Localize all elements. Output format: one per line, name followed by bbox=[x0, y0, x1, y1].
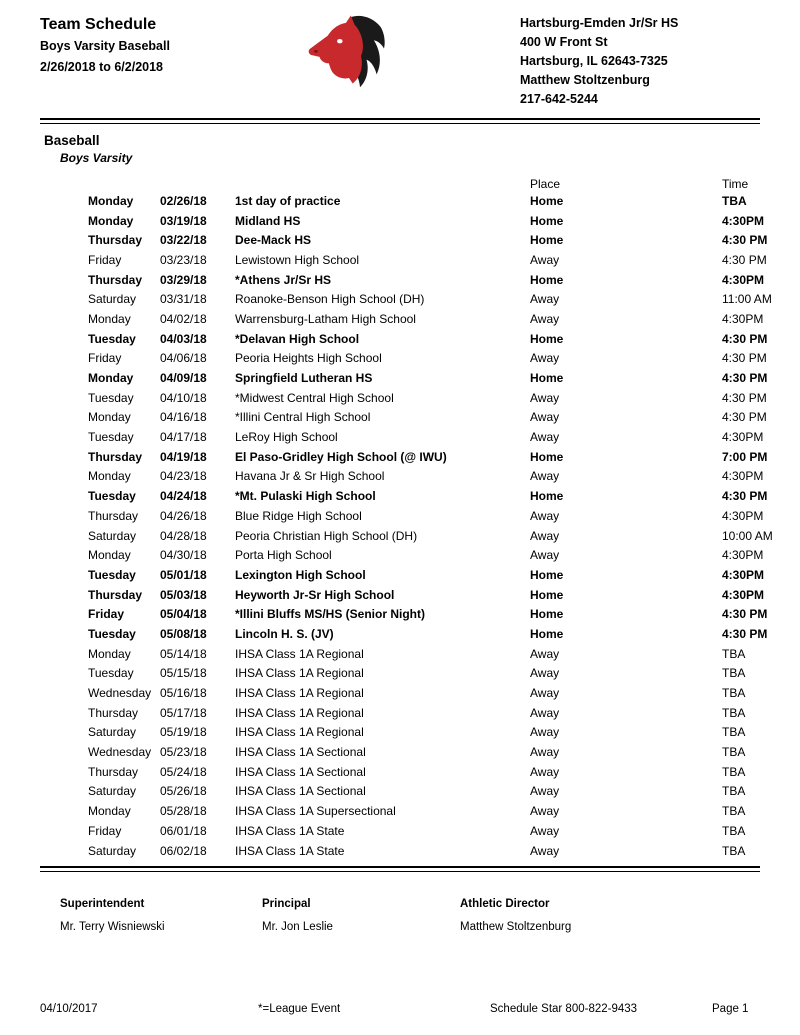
cell-day: Monday bbox=[88, 193, 134, 208]
horse-head-icon bbox=[303, 12, 395, 98]
officials-block bbox=[40, 898, 760, 933]
col-date-header bbox=[160, 177, 235, 191]
cell-time: 4:30 PM bbox=[722, 626, 768, 641]
page-title: Team Schedule bbox=[40, 16, 157, 33]
cell-place: Home bbox=[530, 331, 564, 346]
cell-event: IHSA Class 1A Regional bbox=[235, 646, 364, 661]
cell-place: Home bbox=[530, 371, 564, 386]
table-row bbox=[40, 191, 760, 211]
cell-date: 05/17/18 bbox=[160, 705, 207, 720]
cell-place: Away bbox=[530, 764, 560, 779]
cell-event: Peoria Christian High School (DH) bbox=[235, 528, 418, 543]
cell-place: Home bbox=[530, 233, 564, 248]
cell-event: El Paso-Gridley High School (@ IWU) bbox=[235, 449, 447, 464]
cell-event: Midland HS bbox=[235, 213, 301, 228]
cell-day: Friday bbox=[88, 351, 122, 366]
cell-event: IHSA Class 1A Sectional bbox=[235, 745, 366, 760]
cell-day: Tuesday bbox=[88, 666, 134, 681]
table-row bbox=[40, 329, 760, 349]
table-row bbox=[40, 644, 760, 664]
schedule-title-block bbox=[40, 14, 170, 78]
cell-time: TBA bbox=[722, 686, 746, 701]
cell-time: 4:30PM bbox=[722, 311, 764, 326]
table-row bbox=[40, 585, 760, 605]
cell-day: Monday bbox=[88, 311, 131, 326]
team-name: Boys Varsity Baseball bbox=[40, 39, 170, 53]
cell-time: 4:30PM bbox=[722, 567, 765, 582]
cell-day: Tuesday bbox=[88, 489, 136, 504]
cell-event: Peoria Heights High School bbox=[235, 351, 382, 366]
cell-date: 04/24/18 bbox=[160, 489, 207, 504]
cell-date: 06/01/18 bbox=[160, 823, 207, 838]
footer-page-number: Page 1 bbox=[712, 1003, 749, 1015]
cell-day: Monday bbox=[88, 548, 131, 563]
table-row bbox=[40, 703, 760, 723]
cell-time: 4:30 PM bbox=[722, 390, 767, 405]
cell-date: 05/19/18 bbox=[160, 725, 207, 740]
cell-time: TBA bbox=[722, 843, 746, 858]
table-row bbox=[40, 624, 760, 644]
cell-date: 04/19/18 bbox=[160, 449, 207, 464]
cell-time: TBA bbox=[722, 804, 746, 819]
official-name: Matthew Stoltzenburg bbox=[460, 921, 572, 934]
table-row bbox=[40, 211, 760, 231]
table-row bbox=[40, 447, 760, 467]
table-row bbox=[40, 762, 760, 782]
cell-date: 03/23/18 bbox=[160, 252, 207, 267]
cell-event: Blue Ridge High School bbox=[235, 508, 362, 523]
cell-place: Away bbox=[530, 725, 560, 740]
cell-event: IHSA Class 1A Regional bbox=[235, 686, 364, 701]
official-name: Mr. Terry Wisniewski bbox=[60, 921, 165, 934]
cell-time: 4:30 PM bbox=[722, 607, 768, 622]
cell-date: 05/15/18 bbox=[160, 666, 207, 681]
official-title: Superintendent bbox=[60, 898, 145, 911]
cell-time: TBA bbox=[722, 646, 746, 661]
cell-place: Away bbox=[530, 390, 560, 405]
cell-place: Away bbox=[530, 311, 560, 326]
cell-event: Heyworth Jr-Sr High School bbox=[235, 587, 395, 602]
cell-event: IHSA Class 1A Sectional bbox=[235, 784, 366, 799]
header-divider bbox=[40, 118, 760, 124]
cell-time: 4:30 PM bbox=[722, 331, 768, 346]
sport-heading: Baseball bbox=[44, 133, 100, 148]
cell-place: Away bbox=[530, 843, 560, 858]
cell-event: Warrensburg-Latham High School bbox=[235, 311, 416, 326]
page-header bbox=[40, 12, 760, 118]
cell-day: Wednesday bbox=[88, 745, 152, 760]
cell-date: 05/24/18 bbox=[160, 764, 207, 779]
cell-place: Away bbox=[530, 528, 560, 543]
cell-event: *Athens Jr/Sr HS bbox=[235, 272, 332, 287]
cell-place: Away bbox=[530, 351, 560, 366]
cell-event: Springfield Lutheran HS bbox=[235, 371, 373, 386]
cell-date: 05/14/18 bbox=[160, 646, 207, 661]
school-name: Hartsburg-Emden Jr/Sr HS bbox=[520, 16, 679, 30]
cell-place: Home bbox=[530, 567, 564, 582]
table-row bbox=[40, 821, 760, 841]
cell-event: *Illini Bluffs MS/HS (Senior Night) bbox=[235, 607, 425, 622]
cell-day: Tuesday bbox=[88, 567, 136, 582]
cell-place: Away bbox=[530, 686, 560, 701]
table-row bbox=[40, 782, 760, 802]
official-title: Athletic Director bbox=[460, 898, 550, 911]
footer-print-date: 04/10/2017 bbox=[40, 1003, 98, 1015]
cell-time: 11:00 AM bbox=[722, 292, 772, 307]
school-info-block bbox=[520, 14, 678, 109]
cell-time: 4:30PM bbox=[722, 272, 765, 287]
cell-date: 04/17/18 bbox=[160, 430, 207, 445]
cell-day: Thursday bbox=[88, 449, 143, 464]
cell-event: IHSA Class 1A Sectional bbox=[235, 764, 366, 779]
cell-day: Saturday bbox=[88, 528, 137, 543]
table-row bbox=[40, 664, 760, 684]
school-address-street: 400 W Front St bbox=[520, 35, 608, 49]
cell-time: TBA bbox=[722, 666, 746, 681]
cell-day: Monday bbox=[88, 646, 131, 661]
col-place-header: Place bbox=[530, 177, 561, 191]
contact-phone: 217-642-5244 bbox=[520, 92, 598, 106]
table-bottom-divider bbox=[40, 866, 760, 872]
cell-date: 04/28/18 bbox=[160, 528, 207, 543]
table-row bbox=[40, 742, 760, 762]
cell-day: Friday bbox=[88, 252, 122, 267]
cell-event: Lewistown High School bbox=[235, 252, 360, 267]
cell-time: 4:30 PM bbox=[722, 252, 767, 267]
cell-date: 05/04/18 bbox=[160, 607, 207, 622]
official-title: Principal bbox=[262, 898, 311, 911]
table-row bbox=[40, 408, 760, 428]
cell-date: 05/08/18 bbox=[160, 626, 207, 641]
cell-place: Home bbox=[530, 272, 564, 287]
cell-place: Away bbox=[530, 784, 560, 799]
team-level-heading: Boys Varsity bbox=[60, 151, 133, 165]
cell-event: LeRoy High School bbox=[235, 430, 338, 445]
table-row bbox=[40, 683, 760, 703]
cell-day: Thursday bbox=[88, 508, 139, 523]
cell-date: 05/23/18 bbox=[160, 745, 207, 760]
table-header-row bbox=[40, 177, 760, 191]
cell-date: 04/09/18 bbox=[160, 371, 207, 386]
table-row bbox=[40, 368, 760, 388]
table-row bbox=[40, 723, 760, 743]
table-row bbox=[40, 309, 760, 329]
cell-time: TBA bbox=[722, 764, 746, 779]
cell-day: Friday bbox=[88, 607, 125, 622]
cell-date: 03/19/18 bbox=[160, 213, 207, 228]
cell-place: Away bbox=[530, 430, 560, 445]
table-row bbox=[40, 565, 760, 585]
cell-day: Tuesday bbox=[88, 430, 134, 445]
cell-time: TBA bbox=[722, 705, 746, 720]
cell-date: 05/28/18 bbox=[160, 804, 207, 819]
table-row bbox=[40, 427, 760, 447]
cell-date: 04/02/18 bbox=[160, 311, 207, 326]
cell-day: Monday bbox=[88, 371, 134, 386]
cell-place: Home bbox=[530, 193, 564, 208]
cell-day: Thursday bbox=[88, 233, 143, 248]
cell-date: 06/02/18 bbox=[160, 843, 207, 858]
cell-event: Havana Jr & Sr High School bbox=[235, 469, 385, 484]
cell-event: IHSA Class 1A State bbox=[235, 843, 345, 858]
cell-date: 04/30/18 bbox=[160, 548, 207, 563]
cell-day: Saturday bbox=[88, 843, 137, 858]
cell-time: TBA bbox=[722, 784, 746, 799]
cell-day: Monday bbox=[88, 213, 134, 228]
cell-event: Porta High School bbox=[235, 548, 332, 563]
cell-day: Saturday bbox=[88, 784, 137, 799]
table-row bbox=[40, 526, 760, 546]
table-row bbox=[40, 506, 760, 526]
cell-date: 04/10/18 bbox=[160, 390, 207, 405]
cell-place: Away bbox=[530, 252, 560, 267]
cell-place: Home bbox=[530, 607, 564, 622]
table-row bbox=[40, 604, 760, 624]
cell-day: Thursday bbox=[88, 272, 143, 287]
table-row bbox=[40, 388, 760, 408]
cell-place: Home bbox=[530, 626, 564, 641]
cell-day: Friday bbox=[88, 823, 122, 838]
table-row bbox=[40, 841, 760, 861]
col-time-header: Time bbox=[722, 177, 749, 191]
cell-day: Wednesday bbox=[88, 686, 152, 701]
official-athletic-director bbox=[460, 898, 760, 933]
cell-place: Home bbox=[530, 449, 564, 464]
cell-time: 4:30 PM bbox=[722, 489, 768, 504]
cell-place: Away bbox=[530, 745, 560, 760]
cell-day: Tuesday bbox=[88, 626, 136, 641]
table-row bbox=[40, 467, 760, 487]
official-principal bbox=[262, 898, 460, 933]
cell-time: 4:30PM bbox=[722, 548, 764, 563]
cell-place: Home bbox=[530, 213, 564, 228]
cell-place: Away bbox=[530, 646, 560, 661]
schedule-body bbox=[40, 191, 773, 860]
cell-place: Away bbox=[530, 292, 560, 307]
cell-place: Away bbox=[530, 410, 560, 425]
cell-time: 4:30 PM bbox=[722, 371, 768, 386]
cell-time: TBA bbox=[722, 193, 747, 208]
cell-event: Roanoke-Benson High School (DH) bbox=[235, 292, 425, 307]
cell-event: IHSA Class 1A Supersectional bbox=[235, 804, 396, 819]
official-name: Mr. Jon Leslie bbox=[262, 921, 333, 934]
cell-date: 02/26/18 bbox=[160, 193, 207, 208]
cell-time: 4:30PM bbox=[722, 587, 765, 602]
cell-date: 05/16/18 bbox=[160, 686, 207, 701]
cell-event: *Midwest Central High School bbox=[235, 390, 394, 405]
cell-place: Home bbox=[530, 489, 564, 504]
cell-time: TBA bbox=[722, 725, 746, 740]
cell-time: 4:30 PM bbox=[722, 233, 768, 248]
cell-date: 03/22/18 bbox=[160, 233, 207, 248]
mustang-mascot-logo bbox=[303, 12, 395, 98]
cell-date: 03/31/18 bbox=[160, 292, 207, 307]
cell-place: Away bbox=[530, 804, 560, 819]
cell-day: Thursday bbox=[88, 705, 139, 720]
cell-time: 4:30PM bbox=[722, 213, 765, 228]
cell-day: Monday bbox=[88, 469, 131, 484]
cell-place: Away bbox=[530, 508, 560, 523]
school-address-city: Hartsburg, IL 62643-7325 bbox=[520, 54, 668, 68]
cell-event: *Illini Central High School bbox=[235, 410, 371, 425]
cell-day: Tuesday bbox=[88, 390, 134, 405]
cell-day: Saturday bbox=[88, 292, 137, 307]
cell-time: 10:00 AM bbox=[722, 528, 773, 543]
cell-event: IHSA Class 1A Regional bbox=[235, 725, 364, 740]
cell-date: 03/29/18 bbox=[160, 272, 207, 287]
cell-day: Tuesday bbox=[88, 331, 136, 346]
table-row bbox=[40, 801, 760, 821]
cell-time: 7:00 PM bbox=[722, 449, 768, 464]
cell-event: *Mt. Pulaski High School bbox=[235, 489, 376, 504]
footer-vendor: Schedule Star 800-822-9433 bbox=[490, 1003, 638, 1015]
cell-event: IHSA Class 1A Regional bbox=[235, 666, 364, 681]
cell-time: 4:30PM bbox=[722, 508, 764, 523]
page-footer bbox=[40, 1003, 760, 1015]
contact-name: Matthew Stoltzenburg bbox=[520, 73, 650, 87]
cell-time: 4:30PM bbox=[722, 469, 764, 484]
cell-time: 4:30 PM bbox=[722, 410, 767, 425]
col-day-header bbox=[40, 177, 160, 191]
cell-date: 04/26/18 bbox=[160, 508, 207, 523]
cell-day: Saturday bbox=[88, 725, 137, 740]
cell-date: 04/16/18 bbox=[160, 410, 207, 425]
cell-time: TBA bbox=[722, 745, 746, 760]
cell-place: Home bbox=[530, 587, 564, 602]
footer-legend: *=League Event bbox=[258, 1003, 341, 1015]
cell-place: Away bbox=[530, 469, 560, 484]
table-row bbox=[40, 230, 760, 250]
cell-event: IHSA Class 1A State bbox=[235, 823, 345, 838]
cell-date: 04/03/18 bbox=[160, 331, 207, 346]
cell-event: 1st day of practice bbox=[235, 193, 341, 208]
cell-event: Lexington High School bbox=[235, 567, 366, 582]
cell-date: 04/23/18 bbox=[160, 469, 207, 484]
schedule-table bbox=[40, 177, 773, 860]
cell-date: 05/03/18 bbox=[160, 587, 207, 602]
cell-date: 05/01/18 bbox=[160, 567, 207, 582]
cell-event: IHSA Class 1A Regional bbox=[235, 705, 364, 720]
cell-day: Monday bbox=[88, 410, 131, 425]
cell-place: Away bbox=[530, 705, 560, 720]
table-row bbox=[40, 349, 760, 369]
table-row bbox=[40, 486, 760, 506]
cell-day: Monday bbox=[88, 804, 131, 819]
cell-place: Away bbox=[530, 548, 560, 563]
cell-place: Away bbox=[530, 823, 560, 838]
cell-time: TBA bbox=[722, 823, 746, 838]
col-event-header bbox=[235, 177, 530, 191]
cell-time: 4:30 PM bbox=[722, 351, 767, 366]
cell-day: Thursday bbox=[88, 764, 139, 779]
cell-event: *Delavan High School bbox=[235, 331, 360, 346]
official-superintendent bbox=[60, 898, 262, 933]
table-row bbox=[40, 545, 760, 565]
table-row bbox=[40, 250, 760, 270]
cell-event: Lincoln H. S. (JV) bbox=[235, 626, 334, 641]
season-date-range: 2/26/2018 to 6/2/2018 bbox=[40, 60, 164, 74]
cell-place: Away bbox=[530, 666, 560, 681]
cell-date: 05/26/18 bbox=[160, 784, 207, 799]
table-row bbox=[40, 270, 760, 290]
cell-event: Dee-Mack HS bbox=[235, 233, 312, 248]
cell-day: Thursday bbox=[88, 587, 143, 602]
cell-time: 4:30PM bbox=[722, 430, 764, 445]
cell-date: 04/06/18 bbox=[160, 351, 207, 366]
table-row bbox=[40, 289, 760, 309]
